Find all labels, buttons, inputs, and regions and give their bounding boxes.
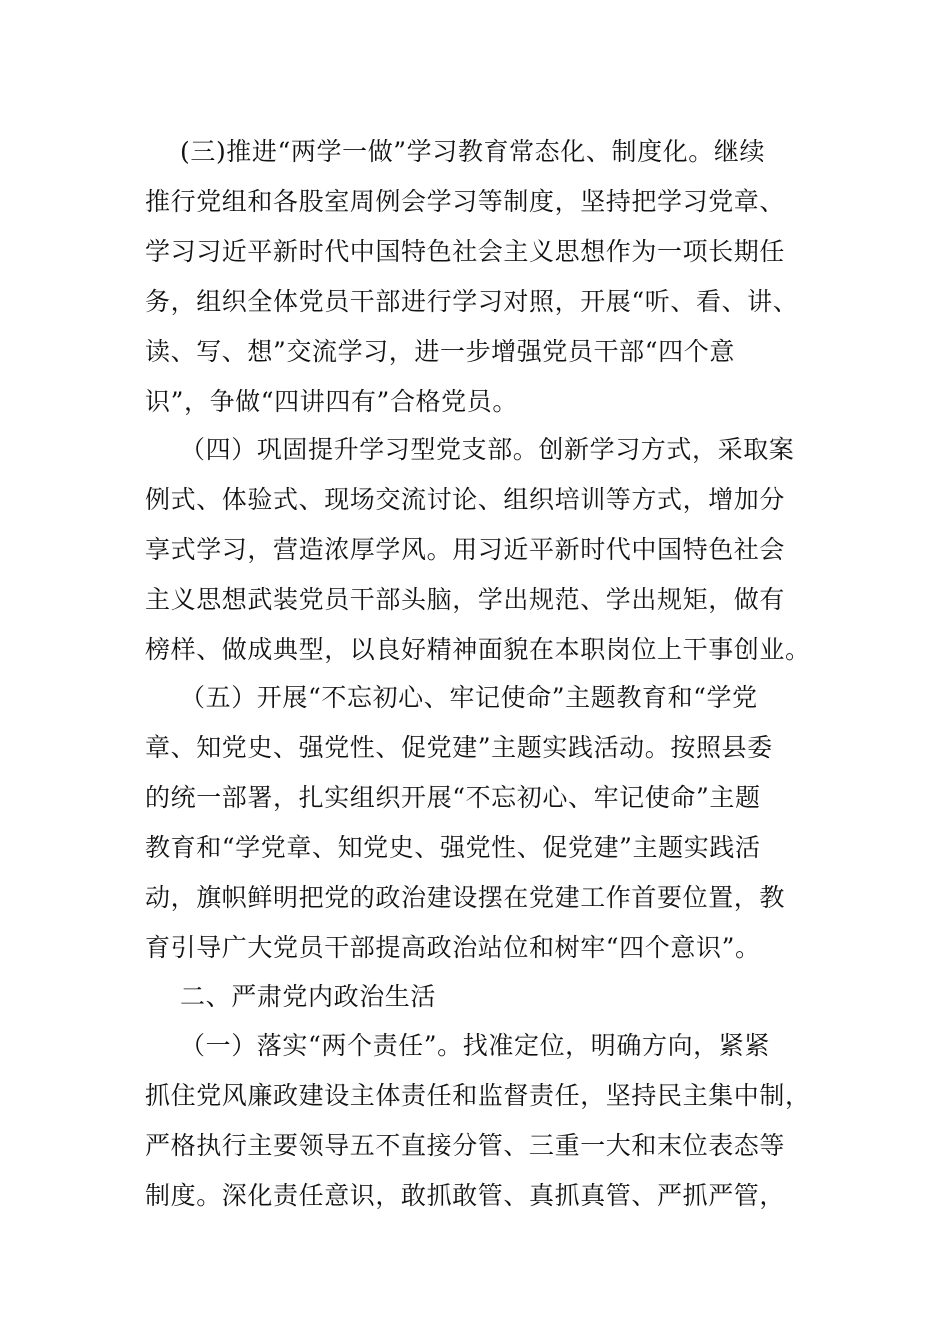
paragraph-line: 学习习近平新时代中国特色社会主义思想作为一项长期任: [145, 237, 786, 266]
paragraph-line: 务，组织全体党员干部进行学习对照，开展“听、看、讲、: [145, 287, 799, 316]
paragraph-line: 育引导广大党员干部提高政治站位和树牢“四个意识”。: [145, 933, 761, 962]
paragraph-line: 抓住党风廉政建设主体责任和监督责任，坚持民主集中制，: [145, 1081, 811, 1110]
paragraph-4-heading-line: （四）巩固提升学习型党支部。创新学习方式，采取案: [180, 435, 795, 464]
paragraph-line: 读、写、想”交流学习，进一步增强党员干部“四个意: [145, 337, 735, 366]
paragraph-1-heading-line: （一）落实“两个责任”。找准定位，明确方向，紧紧: [180, 1031, 770, 1060]
paragraph-line: 例式、体验式、现场交流讨论、组织培训等方式，增加分: [145, 485, 786, 514]
paragraph-line: 动，旗帜鲜明把党的政治建设摆在党建工作首要位置，教: [145, 883, 786, 912]
paragraph-line: 章、知党史、强党性、促党建”主题实践活动。按照县委: [145, 733, 773, 762]
paragraph-line: 推行党组和各股室周例会学习等制度，坚持把学习党章、: [145, 187, 786, 216]
paragraph-line: 的统一部署，扎实组织开展“不忘初心、牢记使命”主题: [145, 783, 761, 812]
paragraph-line: 榜样、做成典型，以良好精神面貌在本职岗位上干事创业。: [145, 635, 811, 664]
section-heading: 二、严肃党内政治生活: [180, 982, 437, 1011]
paragraph-line: 制度。深化责任意识，敢抓敢管、真抓真管、严抓严管，: [145, 1181, 786, 1210]
paragraph-3-heading-line: (三)推进“两学一做”学习教育常态化、制度化。继续: [180, 137, 766, 166]
paragraph-5-heading-line: （五）开展“不忘初心、牢记使命”主题教育和“学党: [180, 683, 758, 712]
paragraph-line: 识”，争做“四讲四有”合格党员。: [145, 387, 518, 416]
paragraph-line: 主义思想武装党员干部头脑，学出规范、学出规矩，做有: [145, 585, 786, 614]
paragraph-line: 享式学习，营造浓厚学风。用习近平新时代中国特色社会: [145, 535, 786, 564]
paragraph-line: 教育和“学党章、知党史、强党性、促党建”主题实践活: [145, 833, 761, 862]
paragraph-line: 严格执行主要领导五不直接分管、三重一大和末位表态等: [145, 1131, 786, 1160]
